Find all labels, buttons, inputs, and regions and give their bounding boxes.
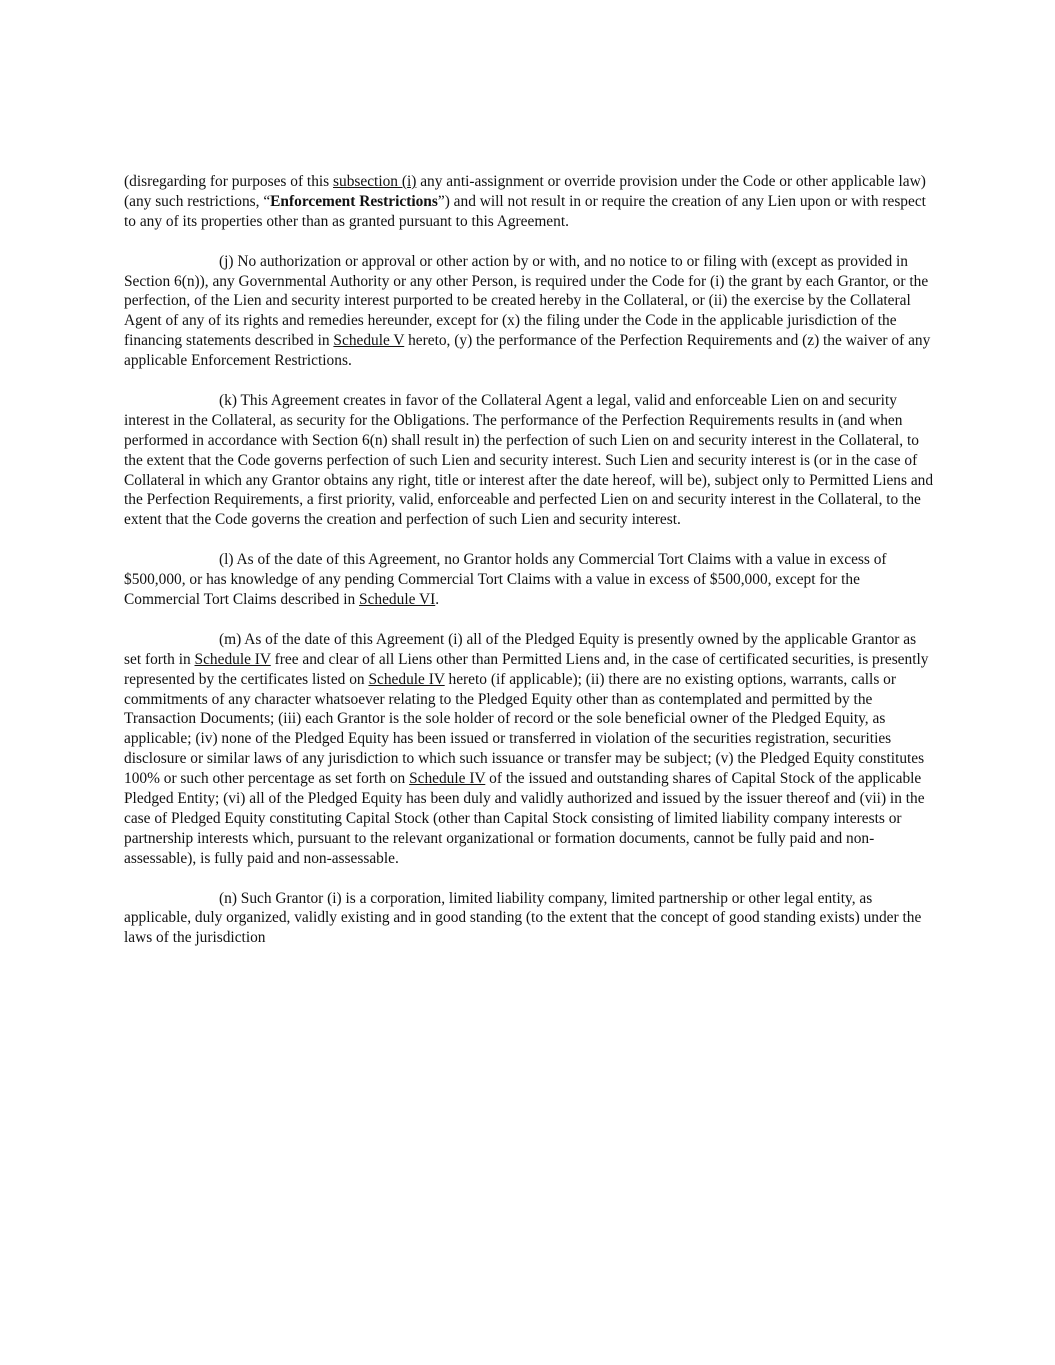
text-span: (k) This Agreement creates in favor of the Collateral Agent a legal, valid and enforceable Lien on and security interest in the Collateral, as security for the Obligations. The performance of the Perfection Requirements results in (and when performed in accordance with Section 6(n) shall result in) the perfection of such Lien on and security interest in the Collateral, to the extent that the Code governs perfection of such Lien and security interest. Such Lien and security interest is (or in the case of Collateral in which any Grantor obtains any right, title or interest after the date hereof, will be), subject only to Permitted Liens and the Perfection Requirements, a first priority, valid, enforceable and perfected Lien on and security interest in the Collateral, to the extent that the Code governs the creation and perfection of such Lien and security interest. <box>124 391 934 529</box>
paragraph-m <box>124 630 936 869</box>
paragraph-l <box>124 550 936 610</box>
schedule-reference: Schedule VI <box>359 590 436 608</box>
text-span: ”) and will not result in or require the creation of any Lien upon or with respect to any of its properties other than as granted pursuant to this Agreement. <box>124 192 926 230</box>
paragraph-k <box>124 391 936 530</box>
text-span: . <box>435 590 440 608</box>
schedule-reference: Schedule IV <box>194 650 271 668</box>
schedule-reference: Schedule V <box>333 332 405 350</box>
text-span: (disregarding for purposes of this <box>124 173 334 190</box>
schedule-reference: Schedule IV <box>368 670 445 688</box>
text-span: any anti-assignment or override provision under the Code or other applicable law) (any such restrictions, “ <box>124 173 926 210</box>
text-span: (l) As of the date of this Agreement, no Grantor holds any Commercial Tort Claims with a value in excess of $500,000, or has knowledge of any pending Commercial Tort Claims with a value in excess of $500,000, except for the Commercial Tort Claims described in <box>124 551 887 608</box>
subsection-reference: subsection (i) <box>333 173 417 190</box>
text-span: (j) No authorization or approval or other action by or with, and no notice to or filing with (except as provided in Section 6(n)), any Governmental Authority or any other Person, is required under the Code for (i) the grant by each Grantor, or the perfection, of the Lien and security interest purported to be created hereby in the Collateral, or (ii) the exercise by the Collateral Agent of any of its rights and remedies hereunder, except for (x) the filing under the Code in the applicable jurisdiction of the financing statements described in <box>124 252 929 350</box>
paragraph-i-continuation <box>124 172 936 232</box>
schedule-reference: Schedule IV <box>409 770 486 788</box>
text-span: free and clear of all Liens other than Permitted Liens and, in the case of certificated securities, is presently represented by the certificates listed on <box>124 650 929 688</box>
paragraph-j <box>124 252 936 371</box>
text-span: hereto (if applicable); (ii) there are no existing options, warrants, calls or commitments of any character whatsoever relating to the Pledged Equity other than as contemplated and permitted by the Transaction Documents; (iii) each Grantor is the sole holder of record or the sole beneficial owner of the Pledged Equity, as applicable; (iv) none of the Pledged Equity has been issued or transferred in violation of the securities registration, securities disclosure or similar laws of any jurisdiction to which such issuance or transfer may be subject; (v) the Pledged Equity constitutes 100% or such other percentage as set forth on <box>124 670 925 788</box>
paragraph-n <box>124 889 936 949</box>
text-span: of the issued and outstanding shares of Capital Stock of the applicable Pledged Entity; (vi) all of the Pledged Equity has been duly and validly authorized and issued by the issuer thereof and (vii) in the case of Pledged Equity constituting Capital Stock (other than Capital Stock consisting of limited liability company interests or partnership interests which, pursuant to the relevant organizational or formation documents, cannot be fully paid and non-assessable), is fully paid and non-assessable. <box>124 770 925 867</box>
text-span: hereto, (y) the performance of the Perfection Requirements and (z) the waiver of any applicable Enforcement Restrictions. <box>124 332 931 370</box>
text-span: (m) As of the date of this Agreement (i) all of the Pledged Equity is presently owned by the applicable Grantor as set forth in <box>124 630 917 668</box>
document-page <box>124 172 936 968</box>
text-span: (n) Such Grantor (i) is a corporation, limited liability company, limited partnership or other legal entity, as applicable, duly organized, validly existing and in good standing (to the extent that the concept of good standing exists) under the laws of the jurisdiction <box>124 889 922 947</box>
defined-term: Enforcement Restrictions <box>270 192 438 210</box>
